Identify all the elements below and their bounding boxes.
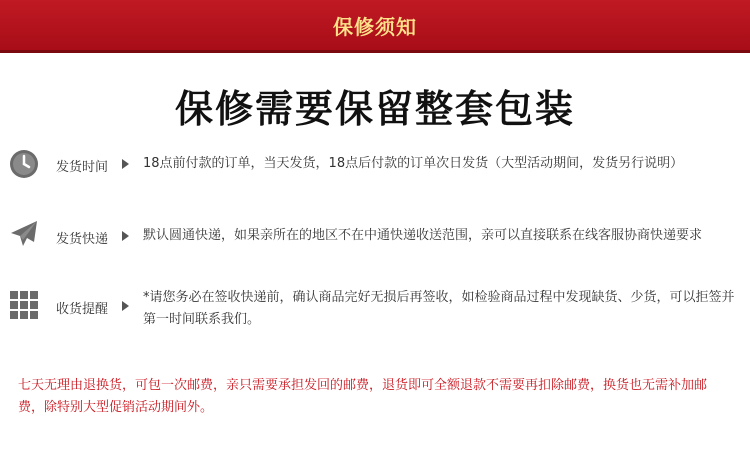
page-headline: 保修需要保留整套包装	[174, 87, 575, 131]
grid-icon	[8, 289, 40, 321]
row-text: *请您务必在签收快递前，确认商品完好无损后再签收，如检验商品过程中发现缺货、少货，可以拒签并第一时间联系我们。	[143, 290, 735, 327]
banner-title: 保修须知	[333, 15, 417, 39]
clock-icon	[8, 148, 40, 180]
airplane-icon	[8, 218, 40, 250]
return-policy-note: 七天无理由退换货，可包一次邮费，亲只需要承担发回的邮费，退货即可全额退款不需要再扣除邮费，换货也无需补加邮费，除特别大型促销活动期间外。	[18, 378, 708, 415]
row-label: 收货提醒	[56, 302, 109, 317]
row-label: 发货快递	[56, 232, 109, 247]
row-label: 发货时间	[56, 160, 109, 175]
row-text: 18点前付款的订单，当天发货，18点后付款的订单次日发货（大型活动期间，发货另行说明）	[143, 156, 684, 171]
chevron-right-icon	[122, 231, 129, 241]
chevron-right-icon	[122, 159, 129, 169]
chevron-right-icon	[122, 301, 129, 311]
row-text: 默认圆通快递，如果亲所在的地区不在中通快递收送范围，亲可以直接联系在线客服协商快递要求	[143, 228, 703, 243]
header-banner	[0, 0, 750, 53]
